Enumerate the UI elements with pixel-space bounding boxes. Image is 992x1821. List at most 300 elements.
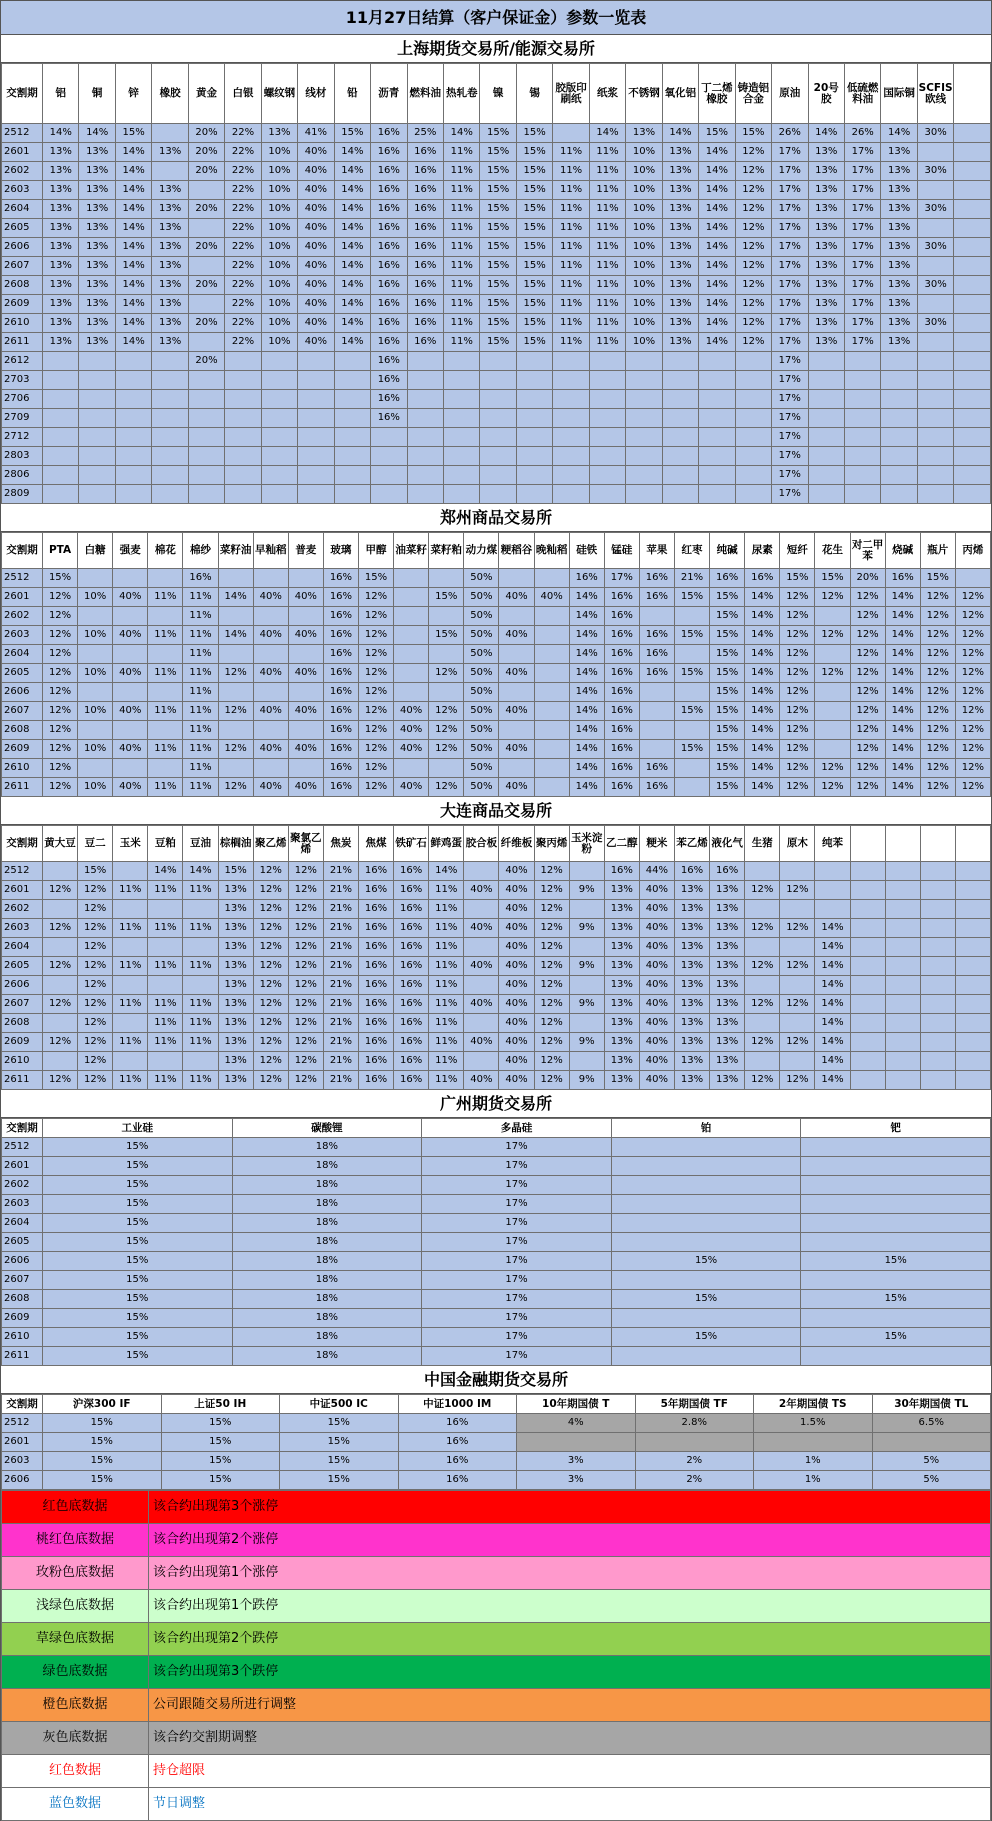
margin-cell: 10% [626, 238, 662, 257]
margin-cell: 17% [772, 352, 808, 371]
margin-cell [589, 390, 625, 409]
margin-cell [699, 352, 735, 371]
margin-cell [261, 371, 297, 390]
table-row [2, 778, 991, 797]
margin-cell: 11% [589, 143, 625, 162]
margin-cell: 12% [955, 702, 990, 721]
margin-cell: 16% [604, 862, 639, 881]
margin-cell: 15% [516, 219, 552, 238]
margin-cell: 14% [115, 143, 151, 162]
margin-cell: 22% [225, 238, 261, 257]
dce-header-17: 乙二醇 [604, 826, 639, 862]
margin-cell: 14% [745, 664, 780, 683]
margin-cell: 11% [113, 1033, 148, 1052]
margin-cell [808, 428, 844, 447]
delivery-period-cell: 2608 [2, 1290, 43, 1309]
margin-cell [43, 390, 79, 409]
margin-cell: 13% [674, 1052, 709, 1071]
margin-cell: 16% [183, 569, 218, 588]
margin-cell: 16% [358, 1052, 393, 1071]
margin-cell: 12% [735, 181, 771, 200]
delivery-period-cell: 2611 [2, 1347, 43, 1366]
czce-header-21: 尿素 [745, 533, 780, 569]
margin-cell [955, 569, 990, 588]
margin-cell: 13% [604, 995, 639, 1014]
margin-cell: 12% [43, 607, 78, 626]
margin-cell [407, 447, 443, 466]
margin-cell [298, 390, 334, 409]
margin-cell [735, 447, 771, 466]
margin-cell [407, 371, 443, 390]
margin-cell: 12% [780, 778, 815, 797]
margin-cell: 21% [323, 938, 358, 957]
margin-cell: 13% [881, 181, 917, 200]
margin-cell: 13% [662, 314, 698, 333]
margin-cell: 17% [844, 238, 880, 257]
margin-cell: 12% [253, 900, 288, 919]
dce-header-10: 焦煤 [358, 826, 393, 862]
legend-row [2, 1557, 991, 1590]
margin-cell [881, 466, 917, 485]
margin-cell [115, 447, 151, 466]
margin-cell: 21% [323, 995, 358, 1014]
margin-cell: 16% [358, 976, 393, 995]
margin-cell [225, 409, 261, 428]
margin-cell [407, 409, 443, 428]
dce-header-18: 粳米 [639, 826, 674, 862]
margin-cell [534, 569, 569, 588]
czce-header-25: 烧碱 [885, 533, 920, 569]
margin-cell: 15% [280, 1471, 399, 1490]
margin-cell [298, 428, 334, 447]
margin-cell: 40% [639, 1014, 674, 1033]
margin-cell: 12% [735, 295, 771, 314]
margin-cell: 11% [148, 919, 183, 938]
margin-cell: 17% [772, 409, 808, 428]
margin-cell: 10% [626, 314, 662, 333]
margin-cell: 12% [850, 778, 885, 797]
dce-header-3: 玉米 [113, 826, 148, 862]
margin-cell [955, 862, 990, 881]
margin-cell [954, 447, 991, 466]
delivery-period-cell: 2605 [2, 957, 43, 976]
margin-cell [754, 1433, 873, 1452]
margin-cell: 22% [225, 200, 261, 219]
margin-cell: 12% [43, 645, 78, 664]
margin-cell: 12% [43, 957, 78, 976]
margin-cell: 40% [639, 919, 674, 938]
margin-cell: 14% [569, 626, 604, 645]
margin-cell: 14% [699, 181, 735, 200]
margin-cell: 21% [323, 919, 358, 938]
shfe-header-16: 纸浆 [589, 64, 625, 124]
table-row [2, 447, 991, 466]
czce-header-13: 动力煤 [464, 533, 499, 569]
margin-cell: 40% [253, 702, 288, 721]
margin-cell: 14% [881, 124, 917, 143]
margin-cell [780, 976, 815, 995]
margin-cell: 12% [815, 759, 850, 778]
margin-cell [589, 485, 625, 504]
margin-cell: 16% [745, 569, 780, 588]
legend-row [2, 1524, 991, 1557]
margin-cell [885, 1052, 920, 1071]
margin-cell: 40% [639, 1071, 674, 1090]
margin-cell [801, 1214, 991, 1233]
margin-cell [808, 352, 844, 371]
margin-cell [261, 447, 297, 466]
margin-cell: 13% [604, 1014, 639, 1033]
margin-cell [218, 607, 253, 626]
margin-cell: 13% [43, 257, 79, 276]
table-row [2, 626, 991, 645]
delivery-period-cell: 2803 [2, 447, 43, 466]
margin-cell: 12% [780, 1071, 815, 1090]
margin-cell [844, 485, 880, 504]
margin-cell: 14% [569, 721, 604, 740]
margin-cell: 14% [115, 333, 151, 352]
margin-cell [589, 466, 625, 485]
cffex-header-7: 2年期国债 TS [754, 1395, 873, 1414]
margin-cell: 14% [815, 957, 850, 976]
margin-cell: 13% [79, 162, 115, 181]
margin-cell: 21% [323, 976, 358, 995]
margin-cell: 13% [152, 200, 188, 219]
margin-cell: 16% [885, 569, 920, 588]
margin-cell: 14% [745, 778, 780, 797]
margin-cell: 11% [183, 702, 218, 721]
margin-cell: 18% [232, 1138, 422, 1157]
margin-cell [78, 683, 113, 702]
shfe-header-12: 热轧卷 [443, 64, 479, 124]
table-row [2, 466, 991, 485]
margin-cell [394, 588, 429, 607]
margin-cell: 11% [443, 333, 479, 352]
margin-cell: 14% [699, 162, 735, 181]
margin-cell: 12% [920, 626, 955, 645]
margin-cell: 12% [253, 976, 288, 995]
margin-cell: 16% [394, 881, 429, 900]
margin-cell: 11% [589, 257, 625, 276]
dce-header-1: 黄大豆 [43, 826, 78, 862]
margin-cell: 12% [43, 881, 78, 900]
margin-cell [801, 1176, 991, 1195]
margin-cell [611, 1347, 801, 1366]
margin-cell: 14% [662, 124, 698, 143]
margin-cell [152, 485, 188, 504]
margin-cell: 14% [699, 200, 735, 219]
delivery-period-cell: 2610 [2, 1328, 43, 1347]
delivery-period-cell: 2609 [2, 740, 43, 759]
margin-cell: 40% [394, 721, 429, 740]
margin-cell [480, 447, 516, 466]
margin-cell [429, 759, 464, 778]
margin-cell: 15% [710, 740, 745, 759]
margin-cell [801, 1138, 991, 1157]
margin-cell: 10% [261, 181, 297, 200]
margin-cell: 13% [881, 162, 917, 181]
margin-cell: 17% [422, 1195, 612, 1214]
margin-cell [334, 390, 370, 409]
margin-cell [917, 409, 953, 428]
margin-cell: 16% [394, 919, 429, 938]
margin-cell [635, 1433, 754, 1452]
margin-cell: 12% [429, 664, 464, 683]
margin-cell: 10% [626, 295, 662, 314]
margin-cell: 17% [772, 390, 808, 409]
table-row [2, 569, 991, 588]
margin-cell: 12% [735, 219, 771, 238]
czce-header-17: 锰硅 [604, 533, 639, 569]
shfe-header-19: 丁二烯橡胶 [699, 64, 735, 124]
margin-cell: 13% [881, 333, 917, 352]
margin-cell [443, 390, 479, 409]
margin-cell: 10% [626, 257, 662, 276]
margin-cell: 15% [43, 569, 78, 588]
delivery-period-cell: 2703 [2, 371, 43, 390]
margin-cell: 16% [371, 314, 407, 333]
margin-cell: 11% [429, 976, 464, 995]
margin-cell: 16% [371, 276, 407, 295]
margin-cell [516, 447, 552, 466]
margin-cell: 11% [183, 588, 218, 607]
margin-cell: 17% [422, 1271, 612, 1290]
margin-cell [881, 352, 917, 371]
margin-cell: 15% [480, 333, 516, 352]
margin-cell: 16% [323, 645, 358, 664]
margin-cell: 16% [398, 1433, 517, 1452]
margin-cell [113, 683, 148, 702]
margin-cell: 16% [604, 645, 639, 664]
margin-cell [43, 976, 78, 995]
margin-cell: 14% [699, 238, 735, 257]
margin-cell [674, 721, 709, 740]
margin-cell [844, 409, 880, 428]
margin-cell [334, 352, 370, 371]
margin-cell [113, 721, 148, 740]
margin-cell [569, 976, 604, 995]
margin-cell: 16% [604, 702, 639, 721]
margin-cell [43, 485, 79, 504]
margin-cell: 13% [662, 276, 698, 295]
margin-cell: 13% [881, 295, 917, 314]
delivery-period-cell: 2606 [2, 1471, 43, 1490]
margin-cell [188, 466, 224, 485]
margin-cell: 14% [815, 995, 850, 1014]
margin-cell: 12% [253, 995, 288, 1014]
margin-cell [917, 447, 953, 466]
margin-cell: 13% [152, 143, 188, 162]
margin-cell: 17% [772, 143, 808, 162]
margin-cell [534, 645, 569, 664]
margin-cell: 16% [358, 900, 393, 919]
margin-cell [43, 900, 78, 919]
margin-cell: 9% [569, 995, 604, 1014]
margin-cell [480, 409, 516, 428]
margin-cell: 11% [553, 276, 589, 295]
margin-cell: 22% [225, 295, 261, 314]
margin-cell [885, 881, 920, 900]
margin-cell: 16% [371, 181, 407, 200]
margin-cell [261, 352, 297, 371]
margin-cell: 15% [43, 1433, 162, 1452]
margin-cell: 40% [499, 862, 534, 881]
margin-cell: 12% [745, 995, 780, 1014]
margin-cell: 15% [480, 257, 516, 276]
margin-cell [674, 778, 709, 797]
margin-cell: 12% [218, 664, 253, 683]
margin-cell [885, 995, 920, 1014]
margin-cell [955, 1014, 990, 1033]
czce-header-1: PTA [43, 533, 78, 569]
margin-cell: 13% [662, 200, 698, 219]
margin-cell [43, 466, 79, 485]
cffex-header-2: 上证50 IH [161, 1395, 280, 1414]
czce-header-4: 棉花 [148, 533, 183, 569]
legend-description: 该合约出现第2个跌停 [149, 1623, 991, 1656]
margin-cell: 14% [115, 276, 151, 295]
margin-cell: 17% [772, 181, 808, 200]
table-row [2, 1414, 991, 1433]
czce-header-0: 交割期 [2, 533, 43, 569]
delivery-period-cell: 2607 [2, 995, 43, 1014]
margin-cell: 12% [745, 1071, 780, 1090]
delivery-period-cell: 2604 [2, 200, 43, 219]
delivery-period-cell: 2611 [2, 333, 43, 352]
margin-cell [253, 607, 288, 626]
delivery-period-cell: 2611 [2, 778, 43, 797]
cffex-header-0: 交割期 [2, 1395, 43, 1414]
margin-cell [334, 447, 370, 466]
margin-cell: 40% [113, 626, 148, 645]
margin-cell: 40% [464, 1071, 499, 1090]
margin-cell: 11% [553, 295, 589, 314]
margin-cell: 16% [358, 1071, 393, 1090]
margin-cell: 40% [298, 143, 334, 162]
margin-cell: 21% [323, 1033, 358, 1052]
margin-cell: 13% [152, 276, 188, 295]
margin-cell: 15% [280, 1452, 399, 1471]
margin-cell: 14% [334, 295, 370, 314]
margin-cell: 15% [280, 1414, 399, 1433]
margin-cell: 15% [43, 1328, 233, 1347]
margin-cell: 16% [323, 664, 358, 683]
margin-cell: 12% [780, 995, 815, 1014]
dce-header-5: 豆油 [183, 826, 218, 862]
margin-cell [261, 466, 297, 485]
margin-cell: 12% [735, 238, 771, 257]
table-row [2, 588, 991, 607]
margin-cell [589, 352, 625, 371]
margin-cell: 14% [815, 976, 850, 995]
margin-cell: 40% [499, 588, 534, 607]
margin-cell [534, 702, 569, 721]
margin-cell [480, 371, 516, 390]
margin-cell: 12% [534, 1014, 569, 1033]
margin-cell: 13% [674, 938, 709, 957]
margin-cell: 14% [569, 702, 604, 721]
margin-cell [954, 200, 991, 219]
margin-cell [298, 447, 334, 466]
margin-cell [801, 1309, 991, 1328]
margin-cell: 11% [148, 1071, 183, 1090]
margin-cell: 16% [407, 257, 443, 276]
margin-cell [78, 569, 113, 588]
margin-cell: 16% [604, 588, 639, 607]
margin-cell: 15% [710, 645, 745, 664]
margin-cell [188, 181, 224, 200]
margin-cell: 13% [604, 957, 639, 976]
margin-cell: 15% [920, 569, 955, 588]
margin-cell: 16% [398, 1452, 517, 1471]
margin-cell: 12% [358, 607, 393, 626]
margin-cell: 12% [780, 759, 815, 778]
margin-cell: 14% [334, 143, 370, 162]
table-row [2, 1014, 991, 1033]
czce-header-11: 油菜籽 [394, 533, 429, 569]
margin-cell: 30% [917, 162, 953, 181]
margin-cell [611, 1195, 801, 1214]
shfe-header-26 [954, 64, 991, 124]
margin-cell: 11% [553, 238, 589, 257]
margin-cell: 40% [113, 778, 148, 797]
table-row [2, 702, 991, 721]
margin-cell: 12% [43, 683, 78, 702]
margin-cell: 40% [288, 702, 323, 721]
margin-cell [298, 466, 334, 485]
margin-cell: 20% [188, 352, 224, 371]
margin-cell: 13% [79, 314, 115, 333]
margin-cell: 12% [288, 1014, 323, 1033]
margin-cell [113, 900, 148, 919]
czce-header-3: 强麦 [113, 533, 148, 569]
margin-cell: 12% [253, 919, 288, 938]
margin-cell: 15% [516, 333, 552, 352]
margin-cell: 30% [917, 314, 953, 333]
margin-cell: 16% [358, 1014, 393, 1033]
margin-cell: 40% [499, 995, 534, 1014]
margin-cell [288, 569, 323, 588]
margin-cell: 13% [674, 957, 709, 976]
margin-cell: 12% [253, 938, 288, 957]
margin-cell: 13% [43, 143, 79, 162]
margin-cell [745, 862, 780, 881]
delivery-period-cell: 2609 [2, 1033, 43, 1052]
margin-cell [79, 390, 115, 409]
margin-cell [553, 466, 589, 485]
margin-cell: 17% [772, 314, 808, 333]
margin-cell [920, 938, 955, 957]
margin-cell: 12% [78, 1071, 113, 1090]
margin-cell [780, 938, 815, 957]
margin-cell: 13% [808, 162, 844, 181]
exchange-title-czce: 郑州商品交易所 [1, 504, 991, 532]
margin-cell: 15% [161, 1414, 280, 1433]
margin-cell: 16% [323, 569, 358, 588]
cffex-header-1: 沪深300 IF [43, 1395, 162, 1414]
delivery-period-cell: 2512 [2, 862, 43, 881]
margin-cell [699, 390, 735, 409]
dce-header-8: 聚氯乙烯 [288, 826, 323, 862]
margin-cell: 11% [553, 181, 589, 200]
margin-cell: 10% [626, 333, 662, 352]
table-row [2, 957, 991, 976]
margin-cell [808, 409, 844, 428]
margin-cell: 12% [745, 1033, 780, 1052]
margin-cell [253, 683, 288, 702]
margin-cell: 50% [464, 740, 499, 759]
margin-cell: 15% [516, 238, 552, 257]
